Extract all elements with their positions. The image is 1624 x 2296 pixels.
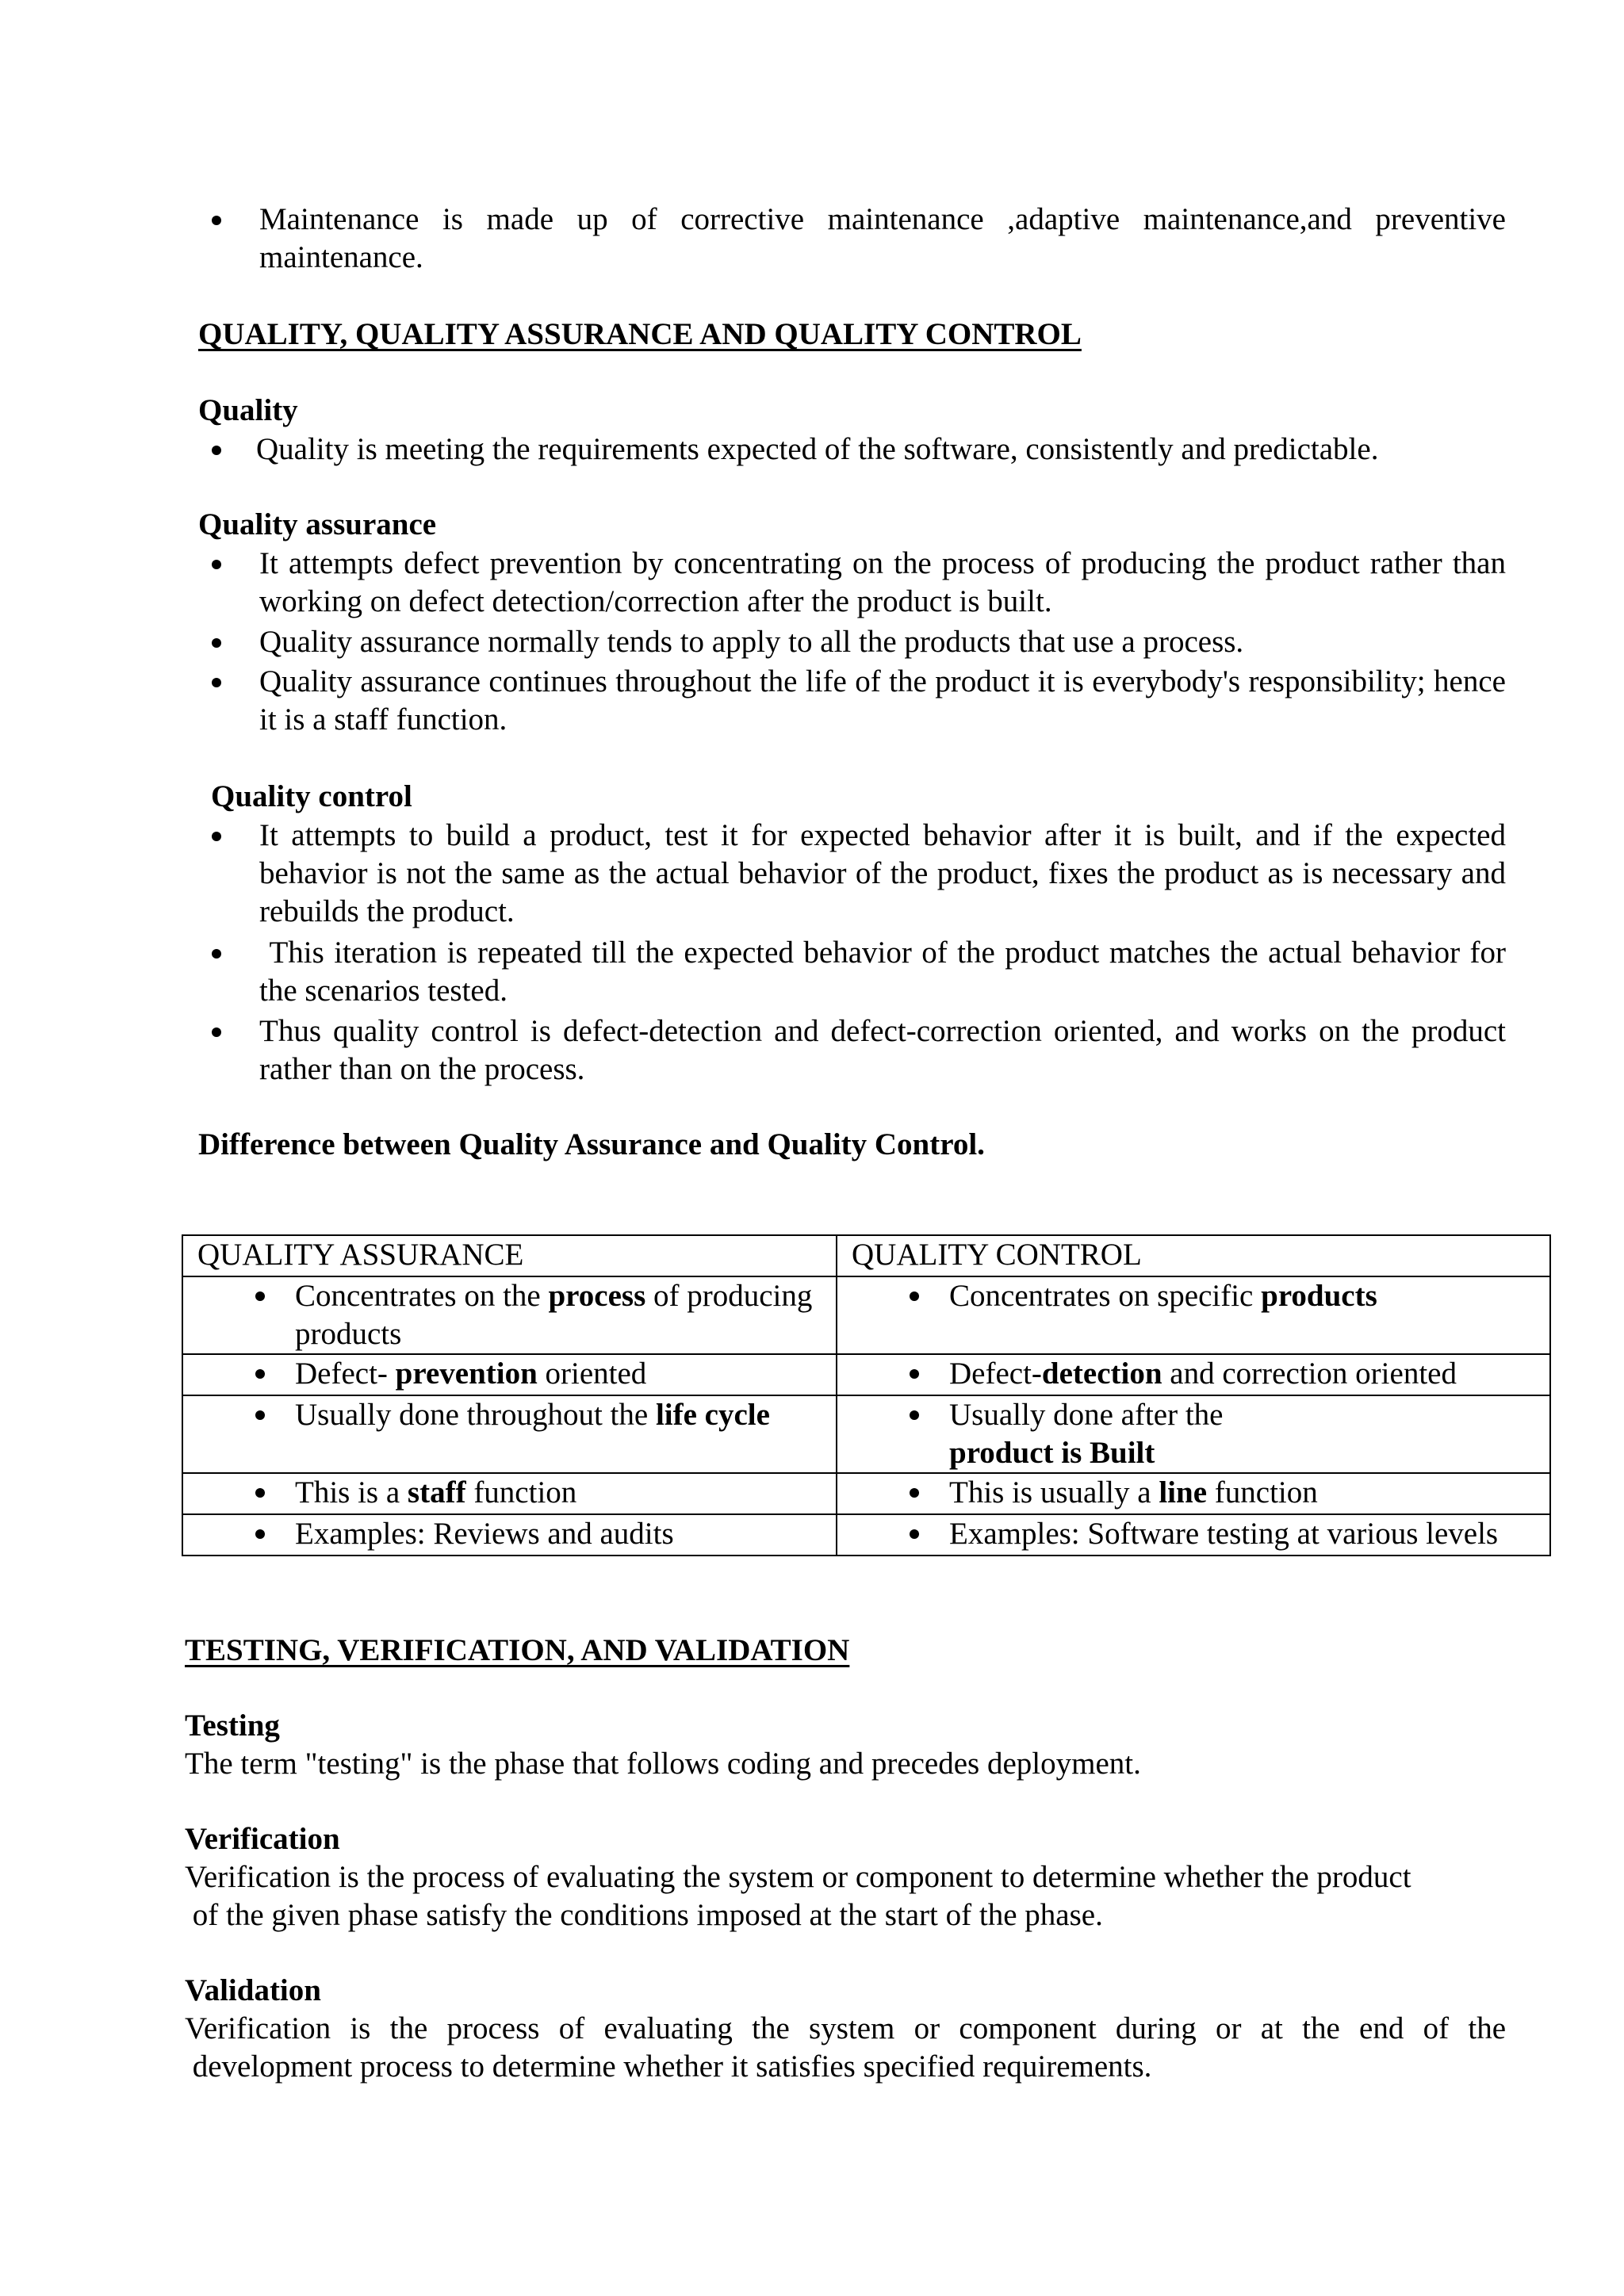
cell-text-post: function (465, 1475, 577, 1510)
bullet-icon (255, 1410, 265, 1420)
cell-text-bold: product is Built (949, 1436, 1155, 1470)
cell-text-post: oriented (537, 1357, 647, 1391)
table-cell-qc (837, 1395, 1550, 1473)
bullet-icon (212, 638, 221, 648)
cell-text-bold: detection (1041, 1357, 1162, 1391)
cell-text-post: and correction oriented (1162, 1357, 1457, 1391)
qa-bullet-3: Quality assurance continues throughout the life of the product it is everybody's responsibility; hence it is a staff function. (259, 664, 1506, 737)
cell-text-pre: Defect- (949, 1357, 1042, 1391)
section-title-testing: TESTING, VERIFICATION, AND VALIDATION (185, 1633, 850, 1667)
table-cell-qc (837, 1354, 1550, 1395)
cell-text-bold: process (548, 1279, 646, 1313)
validation-heading: Validation (185, 1973, 321, 2007)
cell-text-pre: This is usually a (949, 1475, 1159, 1510)
bullet-icon (910, 1369, 919, 1379)
cell-text-pre: Examples: Reviews and audits (295, 1517, 674, 1551)
table-header-qc: QUALITY CONTROL (837, 1235, 1550, 1276)
bullet-icon (212, 1027, 221, 1037)
bullet-icon (212, 949, 221, 959)
verification-line-1: Verification is the process of evaluating the system or component to determine whether the product (185, 1860, 1411, 1894)
quality-bullet-1: Quality is meeting the requirements expected of the software, consistently and predictable. (256, 432, 1379, 466)
table-header-qa: QUALITY ASSURANCE (182, 1235, 837, 1276)
bullet-icon (910, 1488, 919, 1498)
cell-text-pre: Examples: Software testing at various levels (949, 1517, 1499, 1551)
table-row (182, 1354, 1550, 1395)
cell-text-bold: life cycle (655, 1398, 770, 1432)
bullet-icon (255, 1369, 265, 1379)
table-cell-qc (837, 1276, 1550, 1354)
bullet-icon (910, 1410, 919, 1420)
cell-text-bold: staff (407, 1475, 466, 1510)
cell-text-bold: prevention (395, 1357, 538, 1391)
quality-heading: Quality (198, 393, 298, 427)
table-cell-qa (182, 1276, 837, 1354)
bullet-icon (255, 1488, 265, 1498)
qa-bullet-1: It attempts defect prevention by concentrating on the process of producing the product rather than working on defect detection/correction after the product is built. (259, 546, 1506, 618)
bullet-icon (212, 216, 221, 225)
table-row (182, 1514, 1550, 1556)
bullet-icon (212, 832, 221, 841)
bullet-icon (910, 1292, 919, 1301)
section-title-quality: QUALITY, QUALITY ASSURANCE AND QUALITY CONTROL (198, 317, 1082, 351)
table-header-row (182, 1235, 1550, 1276)
table-cell-qa (182, 1395, 837, 1473)
table-cell-qa (182, 1514, 837, 1556)
verification-line-2: of the given phase satisfy the conditions imposed at the start of the phase. (185, 1898, 1103, 1932)
table-cell-qa (182, 1473, 837, 1514)
cell-text-post: of producing products (295, 1279, 813, 1351)
difference-heading: Difference between Quality Assurance and Quality Control. (198, 1127, 985, 1161)
bullet-icon (212, 446, 221, 455)
cell-text-bold: products (1261, 1279, 1377, 1313)
validation-line-1: Verification is the process of evaluating the system or component during or at the end of the (185, 2011, 1506, 2045)
cell-text-bold: line (1159, 1475, 1208, 1510)
qa-bullet-2: Quality assurance normally tends to apply to all the products that use a process. (259, 625, 1244, 659)
cell-text-pre: This is a (295, 1475, 408, 1510)
quality-control-heading: Quality control (211, 779, 412, 813)
bullet-icon (910, 1529, 919, 1539)
bullet-icon (255, 1292, 265, 1301)
qc-bullet-3: Thus quality control is defect-detection and defect-correction oriented, and works on the product rather than on the process. (259, 1014, 1506, 1086)
testing-text: The term "testing" is the phase that follows coding and precedes deployment. (185, 1747, 1141, 1781)
testing-heading: Testing (185, 1709, 280, 1743)
bullet-icon (212, 678, 221, 687)
table-row (182, 1473, 1550, 1514)
validation-line-2: development process to determine whether it satisfies specified requirements. (185, 2049, 1152, 2084)
cell-text-pre: Usually done after the (949, 1398, 1224, 1432)
table-row (182, 1395, 1550, 1473)
cell-text-post: function (1207, 1475, 1318, 1510)
table-cell-qc (837, 1514, 1550, 1556)
bullet-icon (212, 560, 221, 569)
table-row (182, 1276, 1550, 1354)
bullet-icon (255, 1529, 265, 1539)
intro-bullet-text: Maintenance is made up of corrective maintenance ,adaptive maintenance,and preventive maintenance. (259, 202, 1506, 274)
verification-heading: Verification (185, 1822, 340, 1856)
table-cell-qc (837, 1473, 1550, 1514)
cell-text-pre: Concentrates on the (295, 1279, 549, 1313)
cell-text-pre: Defect- (295, 1357, 396, 1391)
cell-text-pre: Concentrates on specific (949, 1279, 1262, 1313)
cell-text-pre: Usually done throughout the (295, 1398, 656, 1432)
qc-bullet-1: It attempts to build a product, test it for expected behavior after it is built, and if the expected behavior is not the same as the actual behavior of the product, fixes the product as is necessary and rebuilds the product. (259, 818, 1506, 928)
qa-qc-comparison-table (182, 1234, 1551, 1556)
table-cell-qa (182, 1354, 837, 1395)
quality-assurance-heading: Quality assurance (198, 507, 437, 541)
qc-bullet-2: This iteration is repeated till the expected behavior of the product matches the actual behavior for the scenarios tested. (259, 936, 1514, 1008)
